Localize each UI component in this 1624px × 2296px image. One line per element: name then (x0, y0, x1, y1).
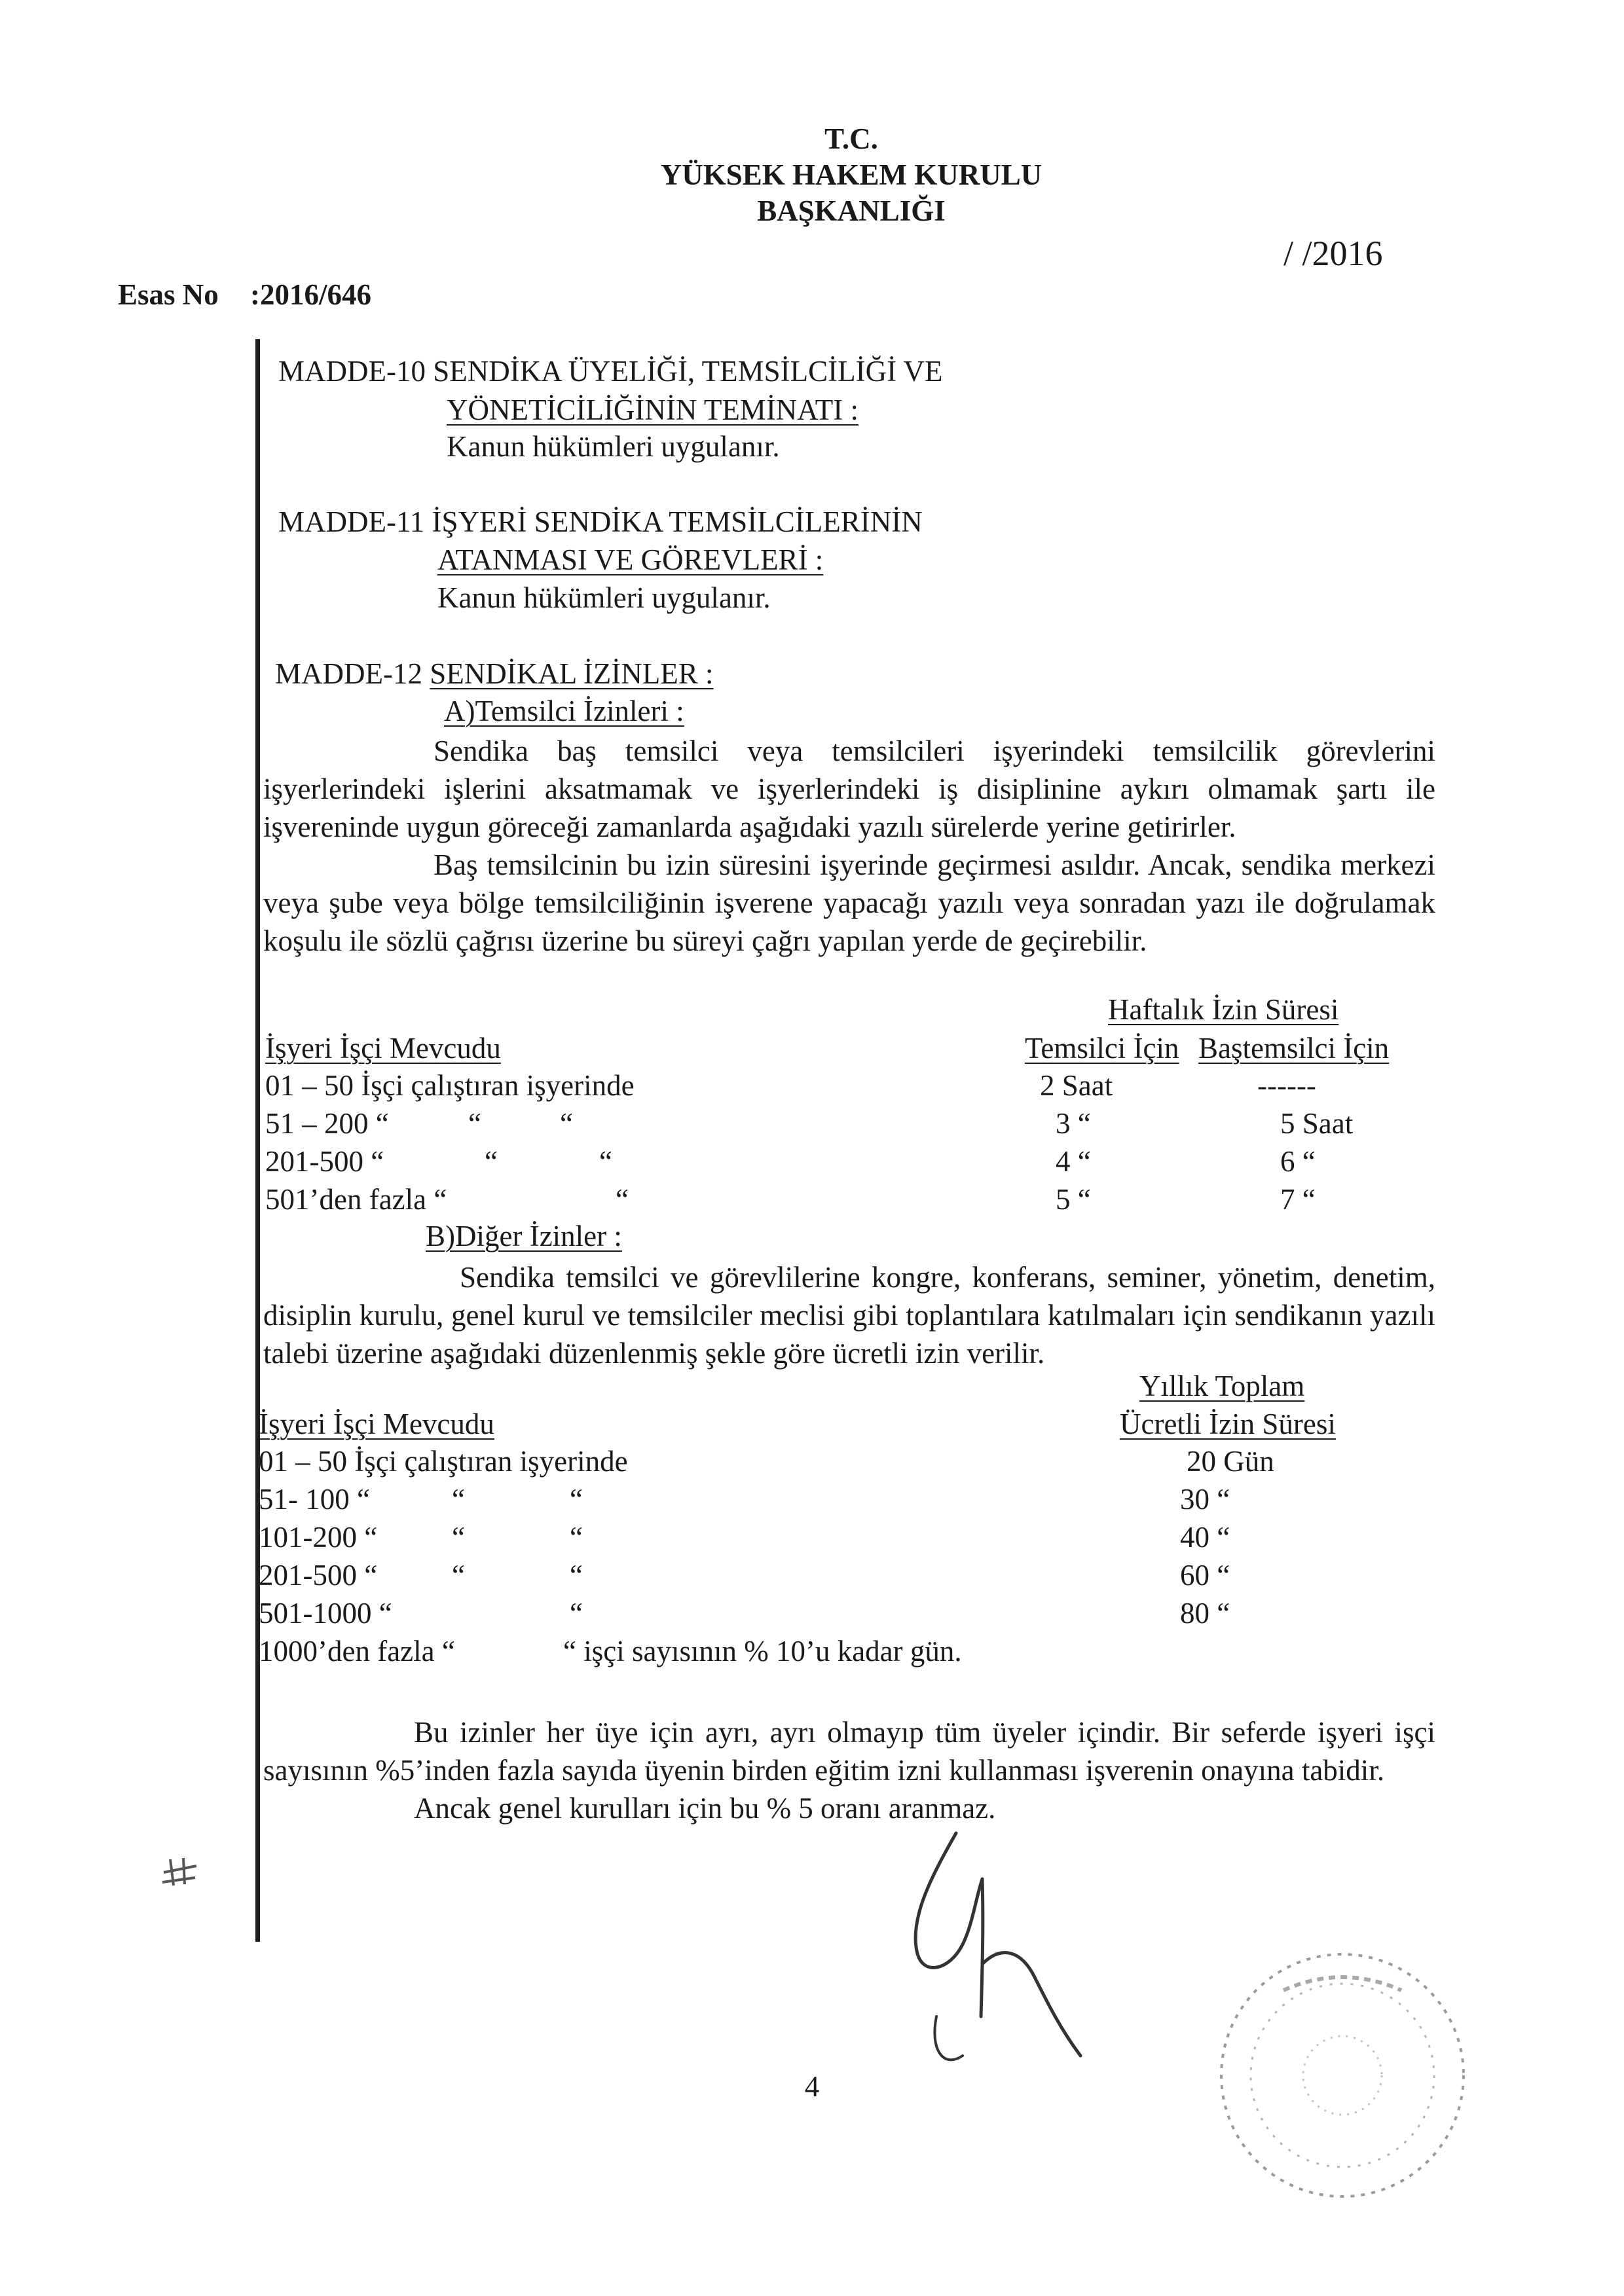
table-a-row-head-value: 6 “ (1280, 1145, 1316, 1178)
esas-label: Esas No (118, 278, 219, 311)
madde10-subtitle: YÖNETİCİLİĞİNİN TEMİNATI : (447, 393, 859, 426)
madde10-body: Kanun hükümleri uygulanır. (447, 430, 780, 463)
table-b-row-label: 01 – 50 İşçi çalıştıran işyerinde (259, 1445, 628, 1478)
official-stamp-icon (1205, 1938, 1480, 2213)
table-b-row-ditto: “ (570, 1597, 583, 1630)
table-a-row-rep-value: 4 “ (1056, 1145, 1091, 1178)
madde10-title: MADDE-10 SENDİKA ÜYELİĞİ, TEMSİLCİLİĞİ VE (278, 355, 943, 388)
table-b-row-label: 501-1000 “ (259, 1597, 392, 1630)
signature-icon (884, 1820, 1133, 2095)
madde11-body: Kanun hükümleri uygulanır. (437, 581, 771, 614)
paragraph-b1: Sendika temsilci ve görevlilerine kongre, konferans, seminer, yönetim, denetim, disiplin kurulu, genel kurul ve temsilciler meclisi gibi toplantılara katılmaları için sendikanın yazılı talebi üzerine aşağıdaki düzenlenmiş şekle göre ücretli izin verilir. (263, 1261, 1435, 1370)
paragraph-a2: Baş temsilcinin bu izin süresini işyerinde geçirmesi asıldır. Ancak, sendika merkezi veya şube veya bölge temsilciliğinin işverene yapacağı yazılı veya sonradan yazı ile doğrulamak koşulu ile sözlü çağrısı üzerine bu süreyi çağrı yapılan yerde de geçirebilir. (263, 848, 1435, 957)
table-a-row-ditto: “ (560, 1107, 573, 1140)
table-a-row-ditto: “ (468, 1107, 481, 1140)
madde12-title-underlined: SENDİKAL İZİNLER : (430, 657, 714, 690)
section-b-heading: B)Diğer İzinler : (426, 1220, 622, 1252)
table-b-row-value: 30 “ (1180, 1483, 1230, 1516)
header-tc: T.C. (824, 122, 878, 155)
table-a-row-label: 501’den fazla “ (265, 1183, 447, 1216)
madde12-title (275, 659, 714, 689)
table-a-col-head-representative: Baştemsilci İçin (1198, 1032, 1390, 1065)
table-a-row-rep-value: 5 “ (1056, 1183, 1091, 1216)
table-a-col-workers: İşyeri İşçi Mevcudu (265, 1032, 501, 1065)
table-a-row-head-value: 7 “ (1280, 1183, 1316, 1216)
table-b-row-ditto: “ (452, 1483, 465, 1516)
madde12-title-prefix: MADDE-12 (275, 657, 430, 690)
table-b-row-label: 51- 100 “ (259, 1483, 370, 1516)
header-institution: YÜKSEK HAKEM KURULU (660, 158, 1043, 191)
table-a-row-label: 51 – 200 “ (265, 1107, 389, 1140)
table-a-row-head-value: 5 Saat (1280, 1107, 1354, 1140)
page-number: 4 (804, 2070, 820, 2103)
table-b-last-value: “ işçi sayısının % 10’u kadar gün. (563, 1635, 962, 1667)
esas-number: :2016/646 (250, 278, 371, 311)
margin-line (255, 339, 260, 1942)
table-b-row-value: 60 “ (1180, 1559, 1230, 1592)
table-b-header-line2: Ücretli İzin Süresi (1120, 1408, 1336, 1440)
table-a-group-header: Haftalık İzin Süresi (1108, 993, 1339, 1026)
decision-date: / /2016 (1283, 234, 1383, 273)
table-a-row-ditto: “ (616, 1183, 629, 1216)
section-a-heading: A)Temsilci İzinleri : (444, 695, 684, 727)
table-b-row-ditto: “ (570, 1559, 583, 1592)
table-b-header-line1: Yıllık Toplam (1139, 1370, 1305, 1402)
paragraph-c2: Ancak genel kurulları için bu % 5 oranı aranmaz. (414, 1792, 996, 1825)
paragraph-a (263, 732, 1435, 960)
table-b-row-ditto: “ (452, 1521, 465, 1554)
paragraph-c (263, 1713, 1435, 1827)
table-b-row-value: 40 “ (1180, 1521, 1230, 1554)
paragraph-a1: Sendika baş temsilci veya temsilcileri işyerindeki temsilcilik görevlerini işyerlerindeki işlerini aksatmamak ve işyerlerindeki iş disiplinine aykırı olmamak şartı ile işvereninde uygun göreceği zamanlarda aşağıdaki yazılı sürelerde yerine getirirler. (263, 735, 1435, 843)
table-b-row-ditto: “ (570, 1521, 583, 1554)
table-b-row-value: 20 Gün (1187, 1445, 1274, 1478)
paragraph-c1: Bu izinler her üye için ayrı, ayrı olmayıp tüm üyeler içindir. Bir seferde işyeri işçi sayısının %5’inden fazla sayıda üyenin birden eğitim izni kullanması işverenin onayına tabidir. (263, 1716, 1435, 1787)
table-b-last-label: 1000’den fazla “ (259, 1635, 455, 1667)
table-b-col-workers: İşyeri İşçi Mevcudu (259, 1408, 494, 1440)
table-b-row-ditto: “ (570, 1483, 583, 1516)
table-b-row-ditto: “ (452, 1559, 465, 1592)
madde11-title: MADDE-11 İŞYERİ SENDİKA TEMSİLCİLERİNİN (278, 505, 923, 538)
table-a-row-ditto: “ (485, 1145, 498, 1178)
table-b-row-value: 80 “ (1180, 1597, 1230, 1630)
header-presidency: BAŞKANLIĞI (757, 194, 946, 227)
table-a-row-label: 201-500 “ (265, 1145, 384, 1178)
madde11-subtitle: ATANMASI VE GÖREVLERİ : (437, 543, 824, 576)
table-a-row-head-value: ------ (1257, 1069, 1316, 1102)
table-a-row-ditto: “ (599, 1145, 612, 1178)
margin-mark-icon (157, 1846, 203, 1892)
table-a-row-rep-value: 3 “ (1056, 1107, 1091, 1140)
table-a-row-label: 01 – 50 İşçi çalıştıran işyerinde (265, 1069, 635, 1102)
paragraph-b (263, 1258, 1435, 1372)
table-b-row-label: 101-200 “ (259, 1521, 378, 1554)
table-a-row-rep-value: 2 Saat (1040, 1069, 1113, 1102)
table-b-row-label: 201-500 “ (259, 1559, 378, 1592)
table-a-col-representative: Temsilci İçin (1025, 1032, 1179, 1065)
